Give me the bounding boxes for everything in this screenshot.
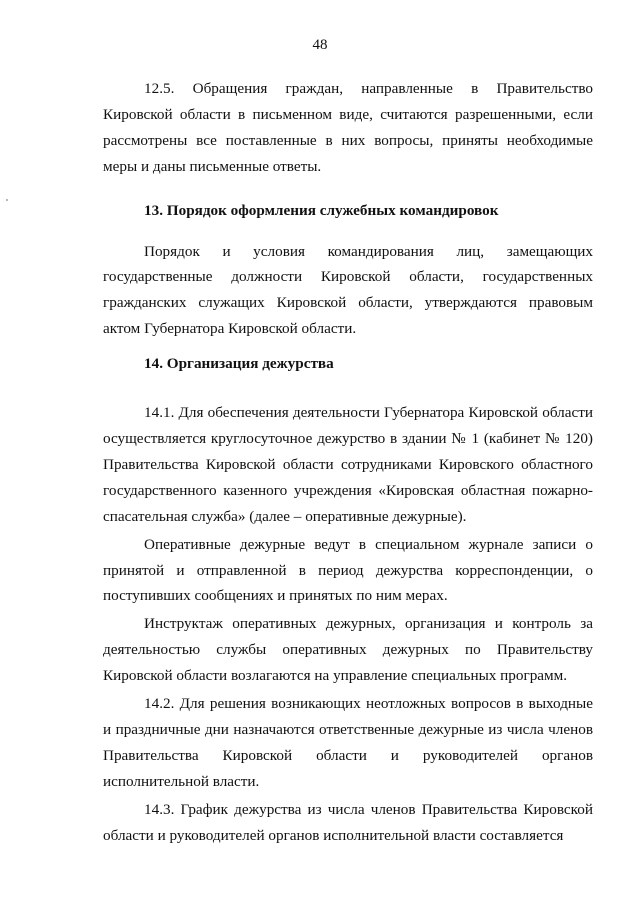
page-number: 48 (312, 37, 328, 53)
paragraph-14-1: 14.1. Для обеспечения деятельности Губернатора Кировской области осуществляется круглосуточное дежурство в здании № 1 (кабинет № 120) Правительства Кировской области сотрудниками Кировского областного государственного казенного учреждения «Кировская областная пожарно-спасательная служба» (далее – оперативные дежурные). (103, 404, 593, 525)
section-heading-13: 13. Порядок оформления служебных командировок (144, 201, 499, 219)
paragraph-14-2: 14.2. Для решения возникающих неотложных вопросов в выходные и праздничные дни назначаются ответственные дежурные из числа членов Правительства Кировской области и руководителей органов исполнительной власти. (103, 695, 593, 790)
scan-margin-mark (6, 199, 8, 201)
paragraph-14-1-journal: Оперативные дежурные ведут в специальном журнале записи о принятой и отправленной в период дежурства корреспонденции, о поступивших сообщениях и принятых по ним мерах. (103, 535, 593, 605)
section-heading-14: 14. Организация дежурства (144, 355, 334, 373)
paragraph-14-3: 14.3. График дежурства из числа членов Правительства Кировской области и руководителей органов исполнительной власти составляется (103, 800, 593, 844)
paragraph-14-1-instruction: Инструктаж оперативных дежурных, организация и контроль за деятельностью службы оперативных дежурных по Правительству Кировской области возлагаются на управление специальных программ. (103, 615, 593, 685)
document-body (103, 76, 593, 848)
paragraph-13: Порядок и условия командирования лиц, замещающих государственные должности Кировской области, государственных гражданских служащих Кировской области, утверждаются правовым актом Губернатора Кировской области. (103, 242, 593, 338)
paragraph-12-5: 12.5. Обращения граждан, направленные в Правительство Кировской области в письменном виде, считаются разрешенными, если рассмотрены все поставленные в них вопросы, приняты необходимые меры и даны письменные ответы. (103, 80, 593, 175)
